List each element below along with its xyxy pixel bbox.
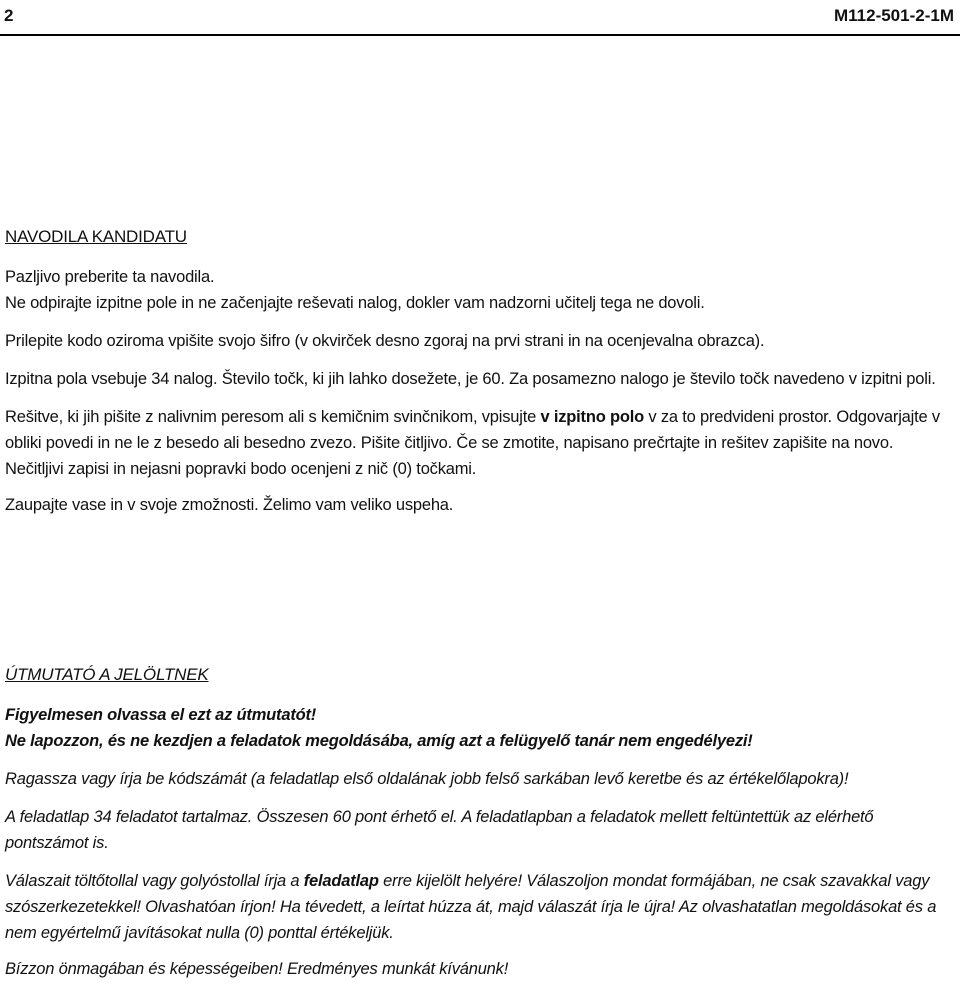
answers-text-part-2-hu: erre kijelölt helyére! Válaszoljon mondat formájában, ne csak szavakkal vagy szószerkezetekkel! Olvashatóan írjon! Ha tévedett, a leírtat húzza át, majd válaszát írja le újra! Az olvashatatlan megoldásokat és a nem egyértelmű javításokat nulla (0) ponttal értékeljük. — [5, 872, 937, 942]
instruction-points-hu: A feladatlap 34 feladatot tartalmaz. Összesen 60 pont érhető el. A feladatlapban a feladatok mellett feltüntettük az elérhető pontszámot is. — [5, 808, 874, 852]
answers-text-part-1-hu: Válaszait töltőtollal vagy golyóstollal írja a — [5, 872, 304, 890]
instructions-hungarian — [5, 662, 955, 982]
instruction-code: Prilepite kodo oziroma vpišite svojo šifro (v okvirček desno zgoraj na prvi strani in na ocenjevalna obrazca). — [5, 332, 765, 350]
instruction-do-not-open: Ne odpirajte izpitne pole in ne začenjajte reševati nalog, dokler vam nadzorni učitelj tega ne dovoli. — [5, 294, 705, 312]
instruction-answers — [5, 404, 955, 482]
answers-emphasis-hu: feladatlap — [303, 872, 379, 890]
instructions-slovenian — [5, 224, 955, 518]
page-number: 2 — [4, 6, 14, 25]
instruction-do-not-open-hu: Ne lapozzon, és ne kezdjen a feladatok megoldásába, amíg azt a felügyelő tanár nem engedélyezi! — [5, 732, 753, 750]
section-title-hungarian: ÚTMUTATÓ A JELÖLTNEK — [5, 665, 209, 684]
header-divider — [0, 34, 960, 36]
answers-text-part-2: v za to predvideni prostor. Odgovarjajte v obliki povedi in ne le z besedo ali besedno zvezo. Pišite čitljivo. Če se zmotite, napisano prečrtajte in rešitev zapišite na novo. Nečitljivi zapisi in nejasni popravki bodo ocenjeni z nič (0) točkami. — [5, 408, 940, 478]
answers-text-part-1: Rešitve, ki jih pišite z nalivnim peresom ali s kemičnim svinčnikom, vpisujte — [5, 408, 541, 426]
instruction-read-carefully-hu: Figyelmesen olvassa el ezt az útmutatót! — [5, 706, 317, 724]
instruction-good-luck-hu: Bízzon önmagában és képességeiben! Eredményes munkát kívánunk! — [5, 960, 509, 978]
instruction-code-hu: Ragassza vagy írja be kódszámát (a feladatlap első oldalának jobb felső sarkában levő keretbe és az értékelőlapokra)! — [5, 770, 849, 788]
page-header — [0, 0, 960, 34]
instruction-good-luck: Zaupajte vase in v svoje zmožnosti. Želimo vam veliko uspeha. — [5, 496, 454, 514]
instruction-answers-hu — [5, 868, 955, 946]
answers-emphasis: v izpitno polo — [540, 408, 645, 426]
instruction-points: Izpitna pola vsebuje 34 nalog. Število točk, ki jih lahko dosežete, je 60. Za posamezno nalogo je število točk navedeno v izpitni poli. — [5, 370, 936, 388]
section-title-slovenian: NAVODILA KANDIDATU — [5, 227, 187, 246]
document-code: M112-501-2-1M — [833, 6, 954, 25]
instruction-read-carefully: Pazljivo preberite ta navodila. — [5, 268, 215, 286]
